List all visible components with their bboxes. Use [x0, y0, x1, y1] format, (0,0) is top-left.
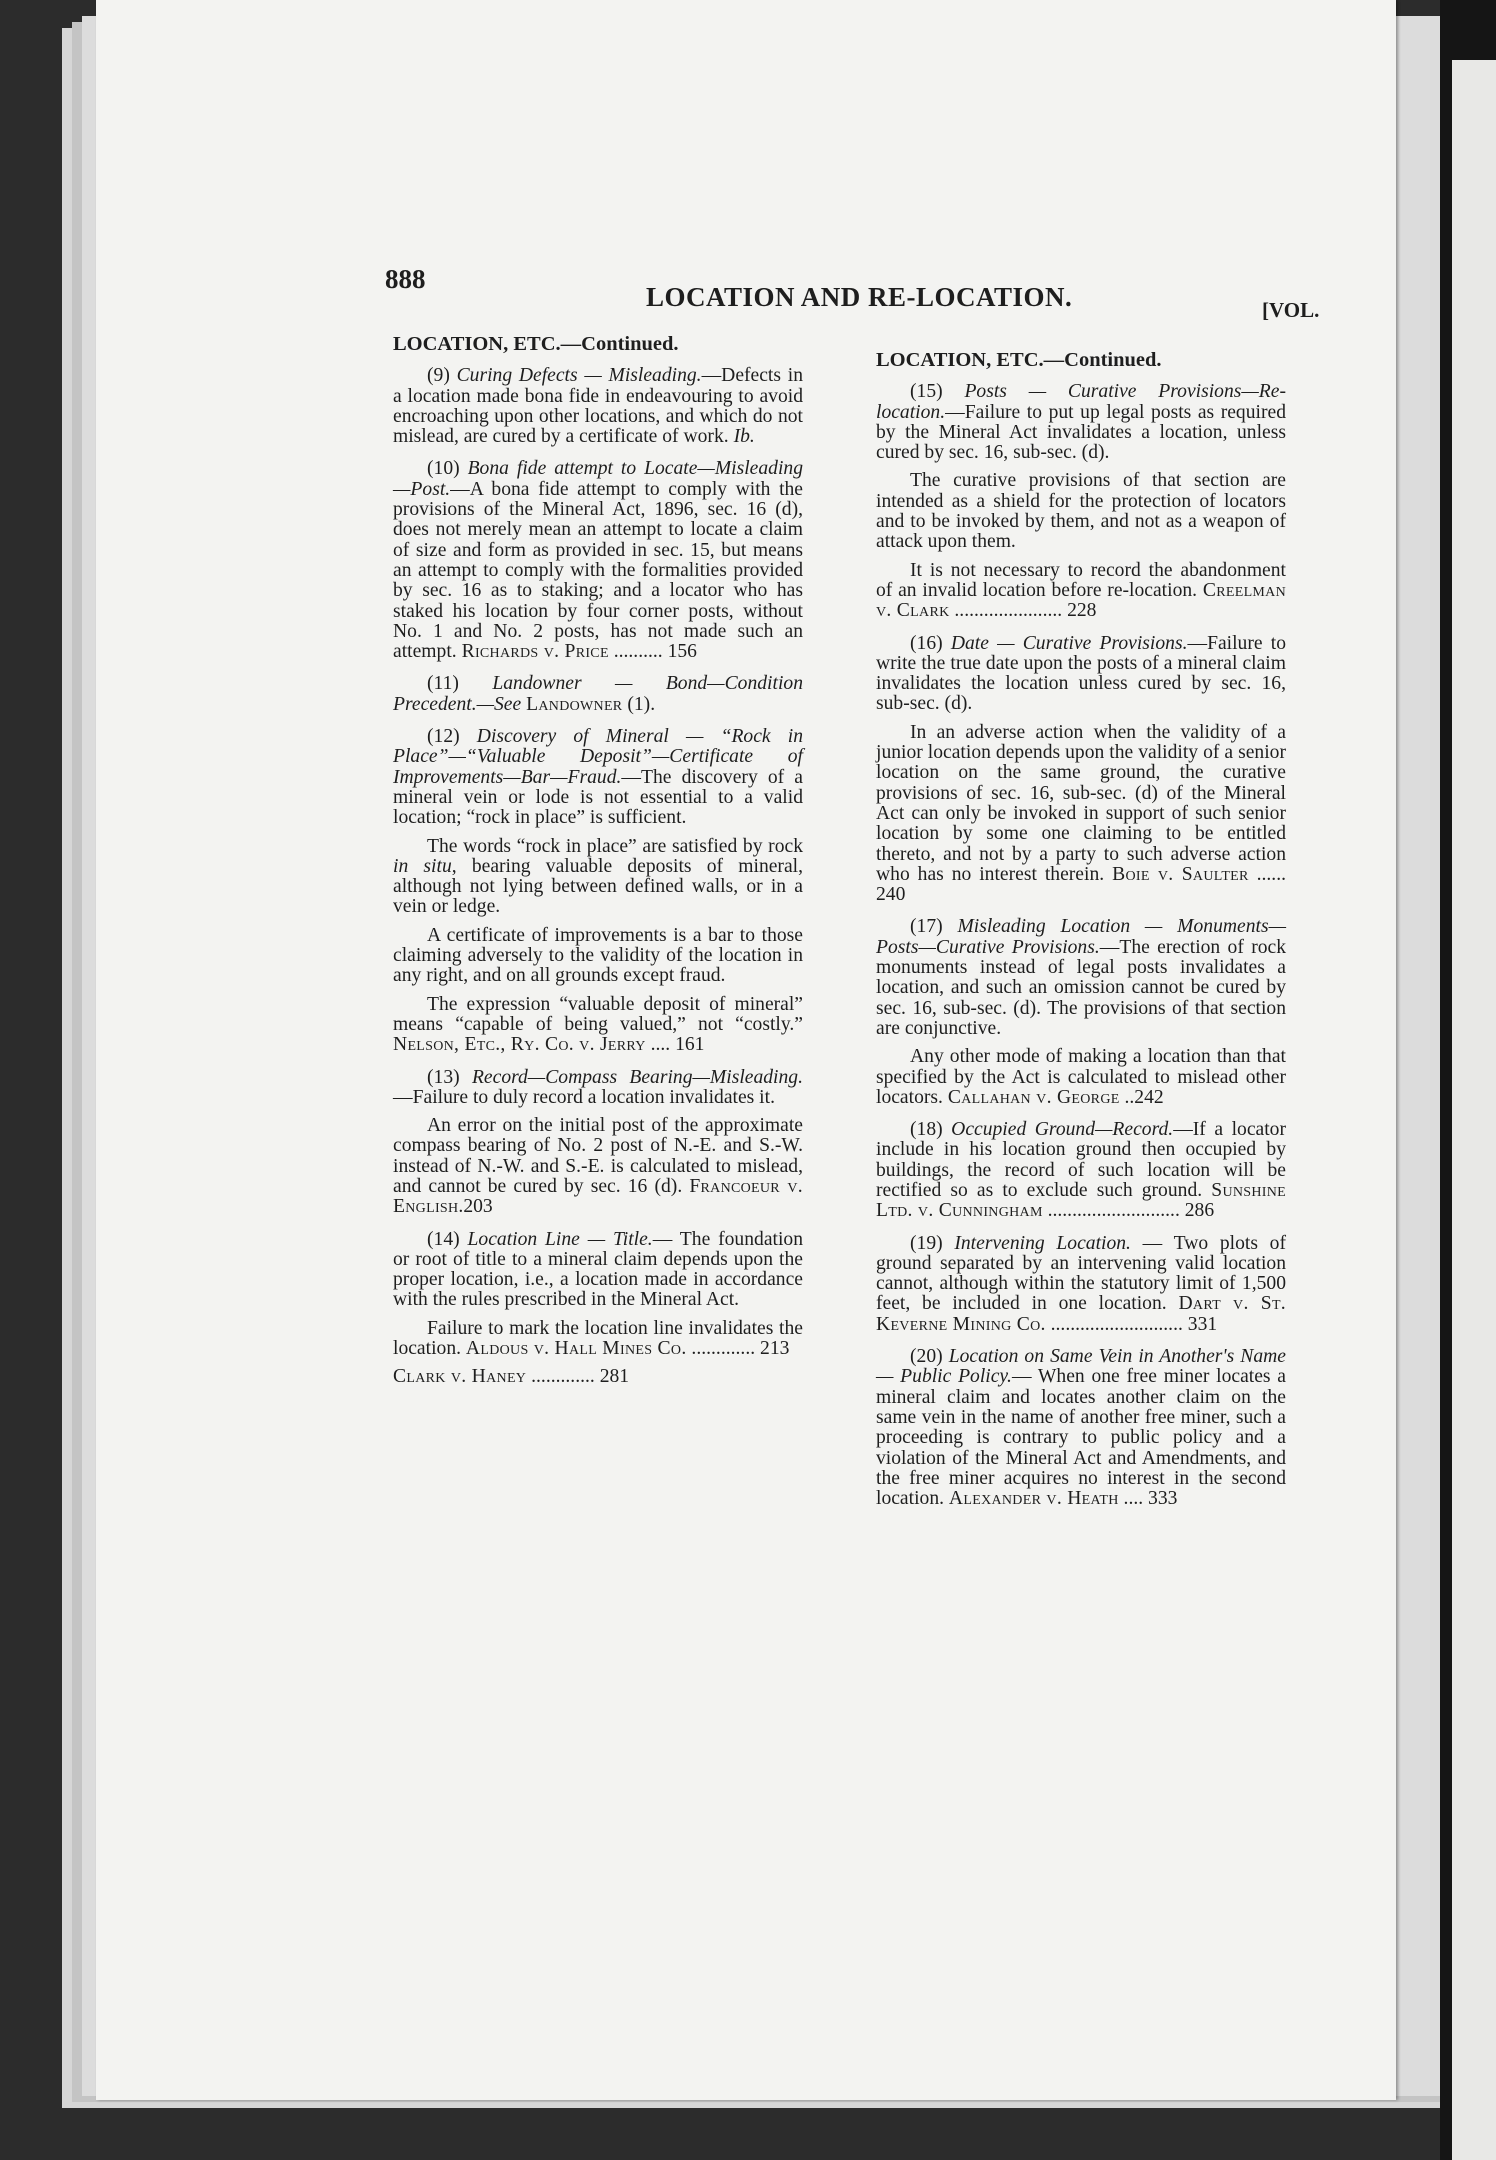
- case-page: 213: [760, 1338, 790, 1360]
- case-page: 156: [667, 641, 697, 663]
- volume-marker: [VOL.: [1262, 298, 1320, 322]
- entry-14: (14) Location Line — Title.— The foundation or root of title to a mineral claim depends upon the proper location, i.e., a location made in accordance with the rules prescribed in the Mineral Act. Failure to mark the location line invalidates the location. Aldous v. Hall Mines Co. ............. 213 Clark v. Haney ............. 281: [393, 1228, 804, 1388]
- case-citation: Richards v. Price: [461, 641, 609, 663]
- case-page: 203: [463, 1196, 493, 1218]
- running-head: LOCATION AND RE-LOCATION.: [646, 282, 1073, 312]
- entry-9: (9) Curing Defects — Misleading.—Defects in a location made bona fide in endeavouring to avoid encroaching upon other locations, and which do not mislead, are cured by a certificate of work. Ib.: [393, 365, 803, 448]
- case-citation: Francoeur v. English: [393, 1175, 803, 1218]
- case-citation: Aldous v. Hall Mines Co.: [465, 1338, 687, 1360]
- case-citation: Nelson, Etc., Ry. Co. v. Jerry: [393, 1034, 646, 1056]
- case-citation: Clark v. Haney: [393, 1366, 527, 1388]
- entry-12: (12) Discovery of Mineral — “Rock in Place”—“Valuable Deposit”—Certificate of Improvements—Bar—Fraud.—The discovery of a mineral vein or lode is not essential to a valid location; “rock in place” is sufficient. The words “rock in place” are satisfied by rock in situ, bearing valuable deposits of mineral, although not lying between defined walls, or in a vein or ledge. A certificate of improvements is a bar to those claiming adversely to the validity of the location in any right, and on all grounds except fraud. The expression “valuable deposit of mineral” means “capable of being valued,” not “costly.” Nelson, Etc., Ry. Co. v. Jerry .... 161: [393, 726, 803, 1056]
- case-page: 333: [1148, 1488, 1178, 1510]
- case-citation: Callahan v. George: [947, 1086, 1120, 1108]
- case-citation: Sunshine Ltd. v. Cunningham: [876, 1179, 1286, 1222]
- entry-19: (19) Intervening Location. — Two plots of ground separated by an intervening valid location cannot, although within the statutory limit of 1,500 feet, be included in one location. Dart v. St. Keverne Mining Co. ........................... 331: [876, 1232, 1287, 1335]
- entry-11: (11) Landowner — Bond—Condition Precedent.—See Landowner (1).: [393, 673, 803, 715]
- case-page: 286: [1184, 1200, 1215, 1222]
- case-page: 331: [1187, 1313, 1218, 1335]
- case-page: 242: [1134, 1086, 1164, 1108]
- left-column: [393, 334, 803, 1400]
- case-page: 240: [876, 884, 906, 906]
- column-heading: LOCATION, ETC.—Continued.: [876, 349, 1162, 371]
- entry-10: (10) Bona fide attempt to Locate—Misleading—Post.—A bona fide attempt to comply with the provisions of the Mineral Act, 1896, sec. 16 (d), does not merely mean an attempt to locate a claim of size and form as provided in sec. 15, but means an attempt to comply with the formalities provided by sec. 16 as to staking; and a locator who has staked his location by four corner posts, without No. 1 and No. 2 posts, has not made such an attempt. Richards v. Price .......... 156: [393, 458, 804, 663]
- entry-18: (18) Occupied Ground—Record.—If a locator include in his location ground then occupied by buildings, the record of such location will be rectified so as to exclude such ground. Sunshine Ltd. v. Cunningham ........................... 286: [876, 1119, 1286, 1222]
- entry-13: (13) Record—Compass Bearing—Misleading.—Failure to duly record a location invalidates it. An error on the initial post of the approximate compass bearing of No. 2 post of N.-E. and S.-W. instead of N.-W. and S.-E. is calculated to mislead, and cannot be cured by sec. 16 (d). Francoeur v. English.203: [393, 1066, 803, 1218]
- entry-15: (15) Posts — Curative Provisions—Re-location.—Failure to put up legal posts as required by the Mineral Act invalidates a location, unless cured by sec. 16, sub-sec. (d). The curative provisions of that section are intended as a shield for the protection of locators and to be invoked by them, and not as a weapon of attack upon them. It is not necessary to record the abandonment of an invalid location before re-location. Creelman v. Clark ...................... 228: [876, 381, 1287, 622]
- case-citation: Boie v. Saulter: [1112, 863, 1249, 885]
- column-heading: LOCATION, ETC.—Continued.: [393, 333, 679, 355]
- entry-16: (16) Date — Curative Provisions.—Failure to write the true date upon the posts of a mineral claim invalidates the location unless cured by sec. 16, sub-sec. (d). In an adverse action when the validity of a junior location depends upon the validity of a senior location on the same ground, the curative provisions of sec. 16, sub-sec. (d) of the Mineral Act can only be invoked in support of such senior location by some one claiming to be entitled thereto, and not by a party to such adverse action who has no interest therein. Boie v. Saulter ...... 240: [876, 632, 1287, 906]
- entry-17: (17) Misleading Location — Monuments—Posts—Curative Provisions.—The erection of rock monuments instead of legal posts invalidates a location, and such an omission cannot be cured by sec. 16, sub-sec. (d). The provisions of that section are conjunctive. Any other mode of making a location than that specified by the Act is calculated to mislead other locators. Callahan v. George ..242: [876, 916, 1287, 1108]
- case-page: 281: [599, 1366, 630, 1388]
- case-page: 228: [1067, 600, 1097, 622]
- case-citation: Alexander v. Heath: [948, 1488, 1119, 1510]
- case-citation: Creelman v. Clark: [876, 579, 1287, 622]
- right-column: [876, 350, 1286, 1521]
- page-number: 888: [385, 264, 426, 294]
- entry-20: (20) Location on Same Vein in Another's Name — Public Policy.— When one free miner locates a mineral claim and locates another claim on the same vein in the name of another free miner, such a proceeding is contrary to public policy and a violation of the Mineral Act and Amendments, and the free miner acquires no interest in the second location. Alexander v. Heath .... 333: [876, 1346, 1286, 1510]
- case-page: 161: [675, 1034, 705, 1056]
- case-citation: Dart v. St. Keverne Mining Co.: [876, 1293, 1286, 1335]
